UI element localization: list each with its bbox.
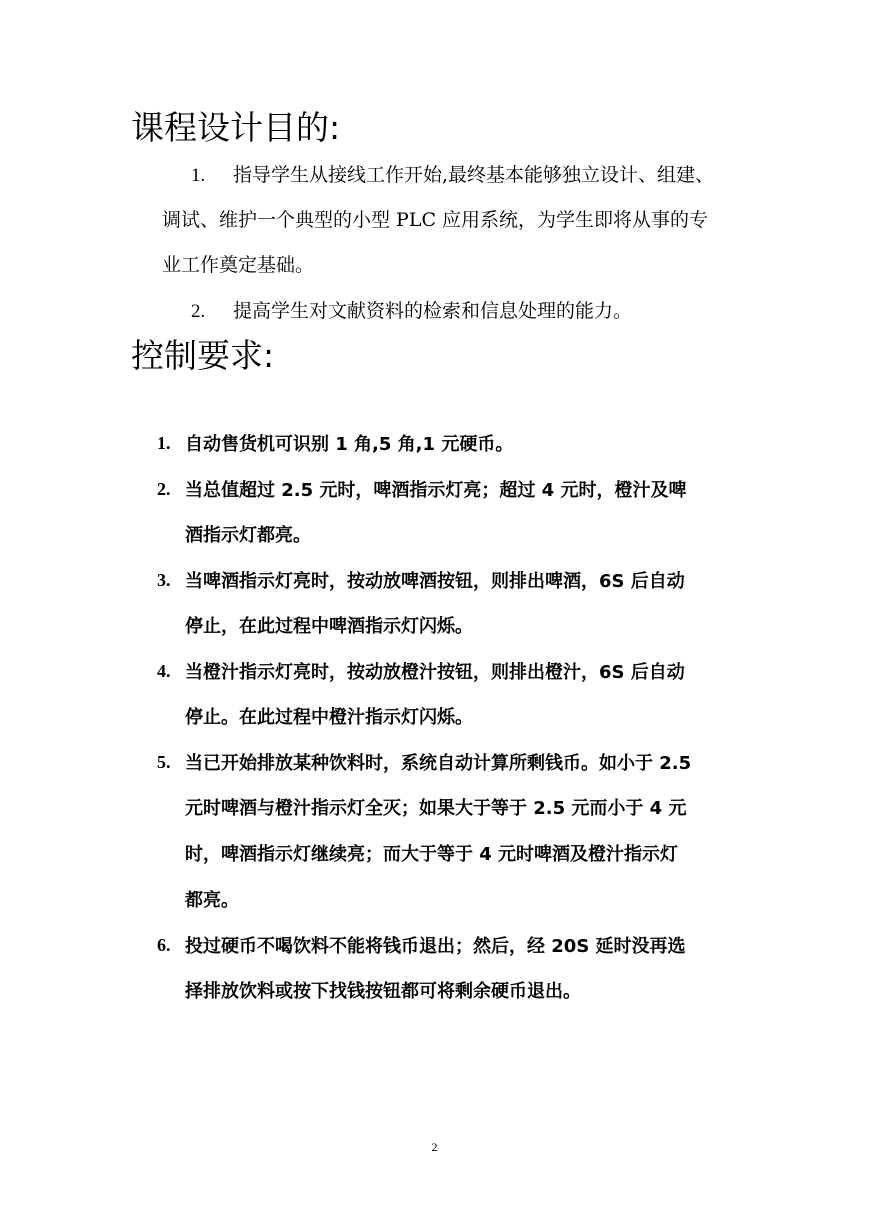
control-item-5-line-4: 都亮。 [185,890,239,911]
control-item-3-number: 3. [157,570,171,590]
page-number: 2 [431,1140,438,1154]
control-item-6-line-2: 择排放饮料或按下找钱按钮都可将剩余硬币退出。 [185,981,581,1002]
control-item-5-line-2: 元时啤酒与橙汁指示灯全灭；如果大于等于 2.5 元而小于 4 元 [185,798,687,819]
purpose-item-2-number: 2. [191,301,206,322]
control-item-4-number: 4. [157,661,171,681]
control-item-1-line-1: 自动售货机可识别 1 角,5 角,1 元硬币。 [185,434,514,455]
control-item-3-line-2: 停止，在此过程中啤酒指示灯闪烁。 [185,616,473,637]
control-item-2-number: 2. [157,479,171,499]
control-item-5-line-3: 时，啤酒指示灯继续亮；而大于等于 4 元时啤酒及橙汁指示灯 [185,844,679,865]
control-item-4-line-2: 停止。在此过程中橙汁指示灯闪烁。 [185,707,473,728]
control-item-5-number: 5. [157,752,171,772]
purpose-item-1-number: 1. [191,165,206,186]
purpose-item-1-line-2: 调试、维护一个典型的小型 PLC 应用系统，为学生即将从事的专 [162,209,709,231]
control-item-1-number: 1. [157,433,171,453]
control-item-2-line-2: 酒指示灯都亮。 [185,525,311,546]
purpose-item-2-line-1: 提高学生对文献资料的检索和信息处理的能力。 [233,300,633,322]
purpose-item-1-line-1: 指导学生从接线工作开始,最终基本能够独立设计、组建、 [233,164,715,186]
control-item-3-line-1: 当啤酒指示灯亮时，按动放啤酒按钮，则排出啤酒，6S 后自动 [185,571,685,592]
control-heading: 控制要求: [131,336,275,375]
purpose-item-1-line-3: 业工作奠定基础。 [162,254,315,276]
control-item-6-number: 6. [157,935,171,955]
control-item-2-line-1: 当总值超过 2.5 元时，啤酒指示灯亮；超过 4 元时，橙汁及啤 [185,480,687,501]
control-item-4-line-1: 当橙汁指示灯亮时，按动放橙汁按钮，则排出橙汁，6S 后自动 [185,662,685,683]
purpose-heading: 课程设计目的: [131,108,341,147]
control-item-5-line-1: 当已开始排放某种饮料时，系统自动计算所剩钱币。如小于 2.5 [185,753,692,774]
control-item-6-line-1: 投过硬币不喝饮料不能将钱币退出；然后，经 20S 延时没再选 [185,936,686,957]
